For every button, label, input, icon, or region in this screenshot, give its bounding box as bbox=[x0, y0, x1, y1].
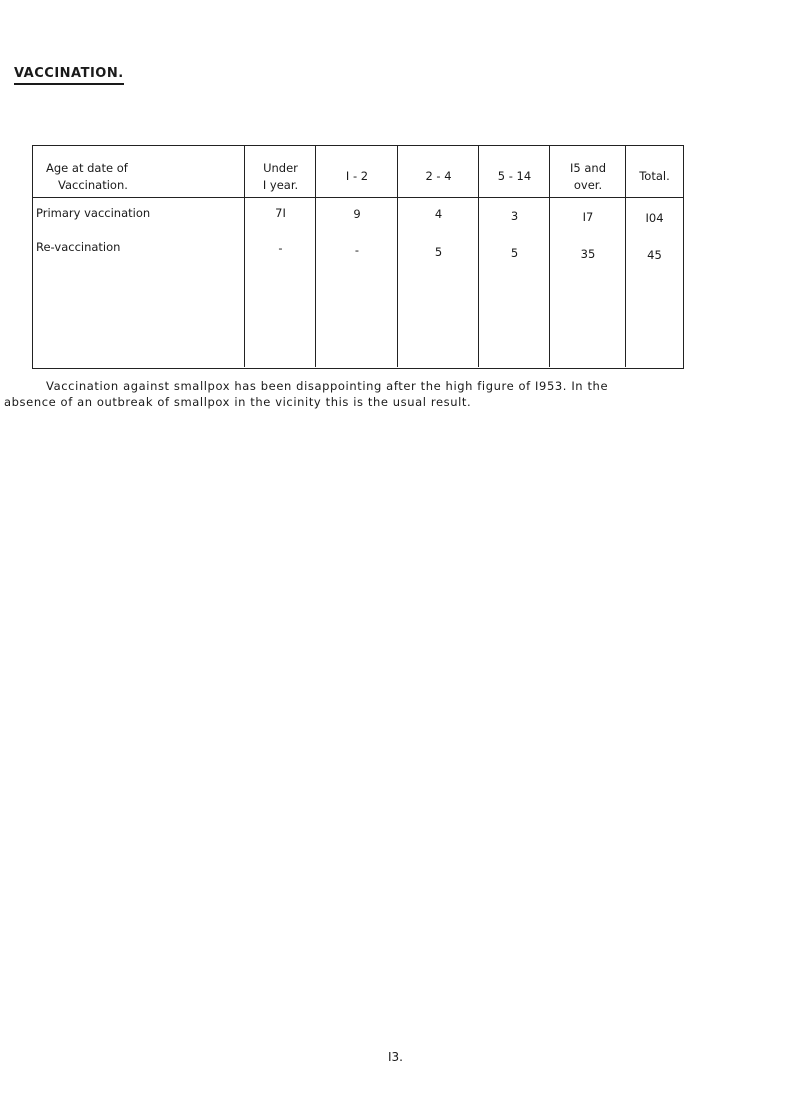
row-cell: 35 bbox=[580, 247, 596, 261]
header-total: Total. bbox=[639, 169, 670, 183]
header-under-1 bbox=[246, 160, 315, 194]
header-1-2: I - 2 bbox=[345, 169, 369, 183]
row-cell: 5 bbox=[434, 245, 443, 259]
row-cell: I7 bbox=[582, 210, 594, 224]
row-cell: I04 bbox=[645, 211, 664, 225]
header-15-and-over bbox=[551, 160, 625, 194]
table-divider bbox=[397, 146, 398, 367]
body-paragraph-line1: Vaccination against smallpox has been disappointing after the high figure of I953. In the bbox=[46, 379, 609, 393]
header-age-line2: Vaccination. bbox=[58, 178, 128, 192]
header-2-4: 2 - 4 bbox=[425, 169, 452, 183]
table-divider bbox=[244, 146, 245, 367]
header-age-line1: Age at date of bbox=[46, 161, 128, 175]
table-divider bbox=[549, 146, 550, 367]
header-5-14: 5 - 14 bbox=[497, 169, 532, 183]
row-cell: 5 bbox=[510, 246, 519, 260]
body-paragraph-line2: absence of an outbreak of smallpox in the vicinity this is the usual result. bbox=[4, 395, 472, 409]
header-separator bbox=[32, 197, 684, 198]
row-cell: - bbox=[354, 243, 360, 257]
header-over-line2: over. bbox=[573, 178, 603, 192]
table-divider bbox=[625, 146, 626, 367]
row-cell: 3 bbox=[510, 209, 519, 223]
section-heading: VACCINATION. bbox=[14, 66, 124, 85]
table-divider bbox=[315, 146, 316, 367]
header-over-line1: I5 and bbox=[570, 161, 606, 175]
row-cell: 9 bbox=[353, 207, 361, 221]
table-divider bbox=[478, 146, 479, 367]
header-age bbox=[46, 160, 236, 194]
row-label: Primary vaccination bbox=[36, 206, 151, 220]
header-under-line2: I year. bbox=[262, 178, 299, 192]
row-cell: 4 bbox=[434, 207, 443, 221]
header-under-line1: Under bbox=[263, 161, 298, 175]
row-cell: 45 bbox=[647, 248, 662, 262]
row-cell: 7I bbox=[275, 206, 286, 220]
row-label: Re-vaccination bbox=[36, 240, 121, 254]
page-number: I3. bbox=[388, 1050, 403, 1064]
row-cell: - bbox=[278, 241, 283, 255]
